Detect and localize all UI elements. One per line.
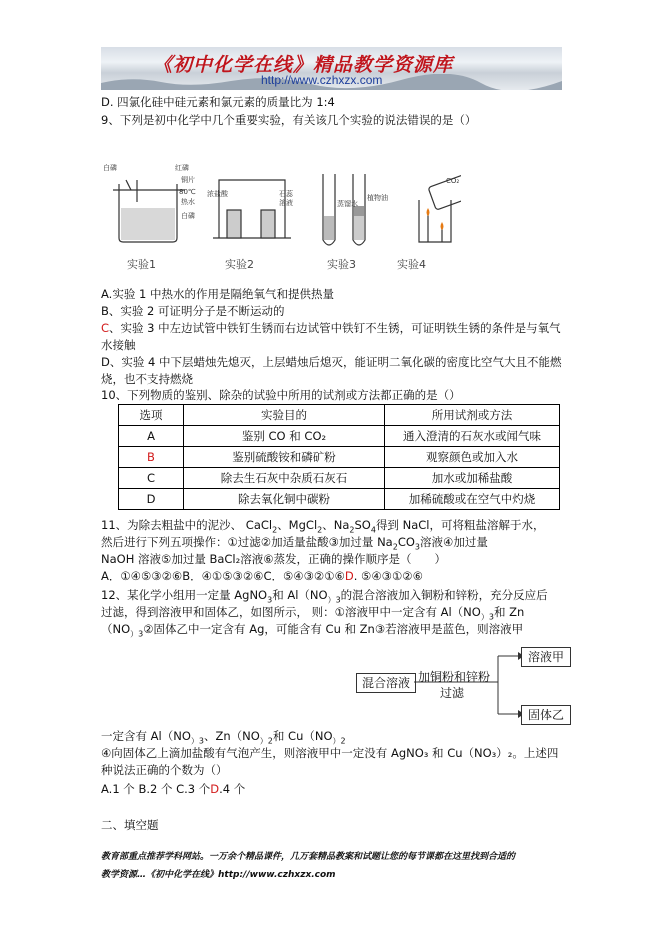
table-header-row	[119, 405, 560, 426]
table-cell-method: 观察颜色或加入水	[385, 447, 560, 468]
table-cell-purpose: 鉴别 CO 和 CO₂	[184, 426, 385, 447]
q9-stem: 9、下列是初中化学中几个重要实验，有关该几个实验的说法错误的是（）	[101, 113, 477, 127]
label-bailin2: 白磷	[181, 212, 195, 220]
q9-option-c	[101, 321, 561, 336]
q11-options: A．①④⑤③②⑥B．④①⑤③②⑥C．⑤④③②①⑥D. ⑤④③①②⑥	[101, 569, 423, 583]
table-row	[119, 426, 560, 447]
q12-stem-6: 种说法正确的个数为（）	[101, 763, 228, 777]
q12-option-d-letter: D	[210, 782, 220, 796]
section-fill-in-title: 二、填空题	[101, 818, 159, 832]
table-row	[119, 468, 560, 489]
table-cell-option: A	[119, 426, 184, 447]
flow-op1: 加铜粉和锌粉	[418, 670, 491, 684]
q10-stem: 10、下列物质的鉴别、除杂的试验中所用的试剂或方法都正确的是（）	[101, 388, 461, 402]
label-temp: 80℃	[179, 188, 196, 196]
q9-option-a: A.实验 1 中热水的作用是隔绝氧气和提供热量	[101, 287, 334, 301]
q9-option-c-cont: 水接触	[101, 338, 136, 352]
caption-exp1: 实验1	[127, 258, 156, 271]
q11-stem-1: 11、为除去粗盐中的泥沙、 CaCl$_2$、MgCl$_2$、$Na_2SO_4$得到 NaCl，可将粗盐溶解于水，	[101, 518, 545, 535]
label-nongyansuan: 浓盐酸	[207, 190, 228, 198]
caption-exp4: 实验4	[397, 258, 426, 271]
table-cell-option: D	[119, 489, 184, 510]
table-cell-purpose: 鉴别硫酸铵和磷矿粉	[184, 447, 385, 468]
label-bailin: 白磷	[103, 164, 117, 172]
label-ruiye: 溶液	[279, 199, 293, 207]
table-header: 实验目的	[184, 405, 385, 426]
experiments-figure	[101, 150, 461, 278]
flow-arrows	[414, 648, 524, 720]
label-co2: CO₂	[446, 177, 460, 185]
footer-line-2[interactable]: 教学资源…《初中化学在线》http://www.czhxzx.com	[101, 870, 336, 880]
q12-stem-3: （$NO_{)3}②$固体乙中一定含有 Ag，可能含有 Cu 和 Zn③若溶液甲是蓝色，则溶液甲	[101, 622, 524, 639]
q8-option-d: D. 四氯化硅中硅元素和氯元素的质量比为 1:4	[101, 95, 335, 109]
caption-exp2: 实验2	[225, 258, 254, 271]
q12-stem-2: 过滤，得到溶液甲和固体乙，如图所示， 则：①溶液甲中一定含有 $Al(NO_{)3}$和 Zn	[101, 605, 525, 622]
q11-option-d-letter: D	[344, 569, 354, 583]
table-cell-method: 加稀硫酸或在空气中灼烧	[385, 489, 560, 510]
q9-option-c-text: 、实验 3 中左边试管中铁钉生锈而右边试管中铁钉不生锈，可证明铁生锈的条件是与氧气	[109, 321, 561, 335]
flow-mix-box: 混合溶液	[356, 673, 416, 693]
table-header: 所用试剂或方法	[385, 405, 560, 426]
footer-line-1: 教育部重点推荐学科网站。一万余个精品课件，几万套精品教案和试题让您的每节课都在这里找到合适的	[101, 852, 516, 862]
caption-exp3: 实验3	[327, 258, 356, 271]
table-row	[119, 447, 560, 468]
q9-option-b: B、实验 2 可证明分子是不断运动的	[101, 304, 285, 318]
q12-stem-5: ④向固体乙上滴加盐酸有气泡产生，则溶液甲中一定没有 AgNO₃ 和 Cu（NO₃）₂。上述四	[101, 746, 559, 760]
table-cell-option: B	[119, 447, 184, 468]
q9-option-c-letter: C	[101, 321, 110, 335]
table-cell-method: 通入澄清的石灰水或闻气味	[385, 426, 560, 447]
q11-stem-2: 然后进行下列五项操作：①过滤②加适量盐酸③加过量 $Na_2CO_3$溶液④加过量	[101, 535, 488, 552]
table-cell-purpose: 除去氧化铜中碳粉	[184, 489, 385, 510]
q11-stem-3: NaOH 溶液⑤加过量 BaCl₂溶液⑥蒸发，正确的操作顺序是（ ）	[101, 552, 447, 566]
flow-solution-jia-box: 溶液甲	[521, 647, 571, 667]
table-cell-purpose: 除去生石灰中杂质石灰石	[184, 468, 385, 489]
q9-option-d: D、实验 4 中下层蜡烛先熄灭，上层蜡烛后熄灭，能证明二氧化碳的密度比空气大且不能燃	[101, 355, 562, 369]
table-cell-method: 加水或加稀盐酸	[385, 468, 560, 489]
label-tongpian: 铜片	[181, 176, 195, 184]
header-banner	[101, 47, 562, 90]
flow-op2: 过滤	[440, 686, 465, 700]
label-shirui: 石蕊	[279, 190, 293, 198]
q10-table	[118, 404, 560, 510]
label-honglin: 红磷	[175, 164, 189, 172]
label-reshui: 热水	[181, 198, 195, 206]
table-header: 选项	[119, 405, 184, 426]
q12-stem-4: 一定含有 $Al(NO_{)3}$、$Zn(NO_{)2}$和 $Cu(NO_{)2}$	[101, 729, 346, 746]
q9-option-d-cont: 烧，也不支持燃烧	[101, 372, 193, 386]
table-cell-option: C	[119, 468, 184, 489]
table-row	[119, 489, 560, 510]
flow-solid-yi-box: 固体乙	[521, 705, 571, 725]
label-zhengliushui: 蒸馏水	[337, 200, 358, 208]
q12-options: A.1 个 B.2 个 C.3 个D.4 个	[101, 782, 246, 796]
banner-title: 《初中化学在线》精品教学资源库	[153, 54, 454, 76]
label-zhiwuyou: 植物油	[367, 194, 388, 202]
q12-stem-1: 12、某化学小组用一定量 AgNO$_3$和 $Al(NO_{)3}$的混合溶液加入铜粉和锌粉，充分反应后	[101, 588, 548, 605]
banner-url[interactable]: http://www.czhxzx.com	[261, 73, 383, 87]
